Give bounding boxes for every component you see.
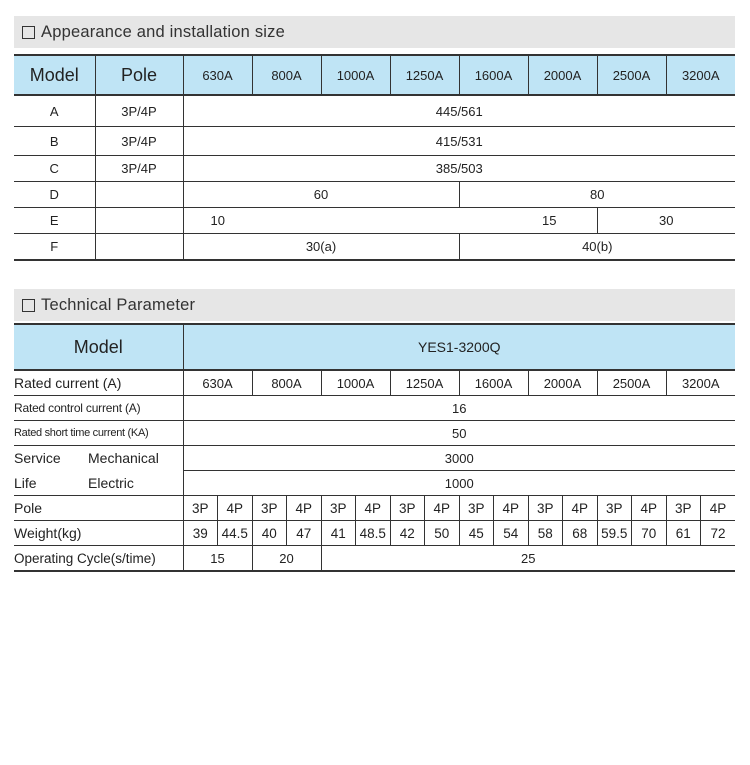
pole-cell: 3P	[321, 496, 356, 521]
weight-cell: 61	[666, 521, 701, 546]
rated-control-value: 16	[183, 396, 735, 421]
pole-cell: 4P	[218, 496, 253, 521]
pole-cell: 4P	[632, 496, 667, 521]
row-value: 30(a)	[183, 234, 459, 261]
current-cell: 1000A	[321, 370, 390, 396]
weight-cell: 45	[459, 521, 494, 546]
header-current: 2000A	[528, 55, 597, 95]
table-row	[14, 446, 735, 471]
weight-cell: 47	[287, 521, 322, 546]
pole-cell: 4P	[701, 496, 736, 521]
pole-cell: 4P	[356, 496, 391, 521]
row-value: 60	[183, 182, 459, 208]
header-current: 3200A	[666, 55, 735, 95]
table-row	[14, 521, 735, 546]
electric-label: Electric	[88, 474, 134, 491]
current-cell: 630A	[183, 370, 252, 396]
row-value: 445/561	[183, 95, 735, 127]
pole-cell: 3P	[597, 496, 632, 521]
header-current: 1600A	[459, 55, 528, 95]
table-header-row	[14, 55, 735, 95]
rated-current-label: Rated current (A)	[14, 370, 183, 396]
row-value: 415/531	[183, 127, 735, 156]
current-cell: 2500A	[597, 370, 666, 396]
header-current: 630A	[183, 55, 252, 95]
weight-cell: 68	[563, 521, 598, 546]
weight-cell: 54	[494, 521, 529, 546]
mechanical-label: Mechanical	[88, 450, 159, 467]
header-current: 2500A	[597, 55, 666, 95]
row-value: 10	[183, 208, 252, 234]
header-current: 1000A	[321, 55, 390, 95]
section-title: Technical Parameter	[41, 295, 196, 314]
weight-cell: 50	[425, 521, 460, 546]
row-pole	[95, 234, 183, 261]
table-row	[14, 546, 735, 572]
table-row	[14, 396, 735, 421]
installation-size-table	[14, 54, 735, 261]
header-model: Model	[14, 324, 183, 370]
checkbox-square-icon	[22, 299, 35, 312]
table-row	[14, 496, 735, 521]
row-value: 385/503	[183, 156, 735, 182]
pole-cell: 4P	[494, 496, 529, 521]
pole-cell: 3P	[459, 496, 494, 521]
weight-label: Weight(kg)	[14, 521, 183, 546]
current-cell: 800A	[252, 370, 321, 396]
section-header-technical	[14, 289, 735, 321]
table-row	[14, 370, 735, 396]
row-label: A	[14, 95, 95, 127]
rated-short-value: 50	[183, 421, 735, 446]
row-pole: 3P/4P	[95, 156, 183, 182]
table-row	[14, 127, 735, 156]
row-value: 40(b)	[459, 234, 735, 261]
row-label: C	[14, 156, 95, 182]
electric-value: 1000	[183, 471, 735, 496]
row-pole	[95, 208, 183, 234]
weight-cell: 44.5	[218, 521, 253, 546]
row-pole: 3P/4P	[95, 127, 183, 156]
header-current: 1250A	[390, 55, 459, 95]
cycle-value: 20	[252, 546, 321, 572]
cycle-value: 25	[321, 546, 735, 572]
weight-cell: 58	[528, 521, 563, 546]
header-pole: Pole	[95, 55, 183, 95]
weight-cell: 72	[701, 521, 736, 546]
pole-cell: 3P	[390, 496, 425, 521]
weight-cell: 48.5	[356, 521, 391, 546]
cycle-value: 15	[183, 546, 252, 572]
row-value: 30	[597, 208, 735, 234]
row-pole	[95, 182, 183, 208]
table-header-row	[14, 324, 735, 370]
life-label: Life	[14, 474, 37, 491]
current-cell: 1250A	[390, 370, 459, 396]
pole-cell: 4P	[287, 496, 322, 521]
table-row	[14, 421, 735, 446]
header-current: 800A	[252, 55, 321, 95]
rated-control-label: Rated control current (A)	[14, 396, 183, 421]
model-name: YES1-3200Q	[183, 324, 735, 370]
row-label: E	[14, 208, 95, 234]
life-electric-label	[14, 471, 183, 496]
current-cell: 3200A	[666, 370, 735, 396]
pole-cell: 3P	[183, 496, 218, 521]
service-mechanical-label	[14, 446, 183, 471]
table-row	[14, 156, 735, 182]
table-row	[14, 95, 735, 127]
weight-cell: 70	[632, 521, 667, 546]
technical-parameter-table	[14, 323, 735, 572]
table-row	[14, 471, 735, 496]
pole-cell: 3P	[252, 496, 287, 521]
pole-label: Pole	[14, 496, 183, 521]
rated-short-label: Rated short time current (KA)	[14, 421, 183, 446]
operating-cycle-label: Operating Cycle(s/time)	[14, 546, 183, 572]
weight-cell: 59.5	[597, 521, 632, 546]
row-label: D	[14, 182, 95, 208]
checkbox-square-icon	[22, 26, 35, 39]
weight-cell: 40	[252, 521, 287, 546]
weight-cell: 39	[183, 521, 218, 546]
pole-cell: 3P	[666, 496, 701, 521]
pole-cell: 3P	[528, 496, 563, 521]
row-label: F	[14, 234, 95, 261]
table-row	[14, 182, 735, 208]
table-row	[14, 208, 735, 234]
row-pole: 3P/4P	[95, 95, 183, 127]
header-model: Model	[14, 55, 95, 95]
pole-cell: 4P	[425, 496, 460, 521]
weight-cell: 41	[321, 521, 356, 546]
table-row	[14, 234, 735, 261]
service-label: Service	[14, 450, 61, 467]
current-cell: 1600A	[459, 370, 528, 396]
section-title: Appearance and installation size	[41, 22, 285, 41]
mechanical-value: 3000	[183, 446, 735, 471]
row-label: B	[14, 127, 95, 156]
pole-cell: 4P	[563, 496, 598, 521]
weight-cell: 42	[390, 521, 425, 546]
current-cell: 2000A	[528, 370, 597, 396]
row-value: 15	[252, 208, 597, 234]
row-value: 80	[459, 182, 735, 208]
section-header-appearance	[14, 16, 735, 48]
